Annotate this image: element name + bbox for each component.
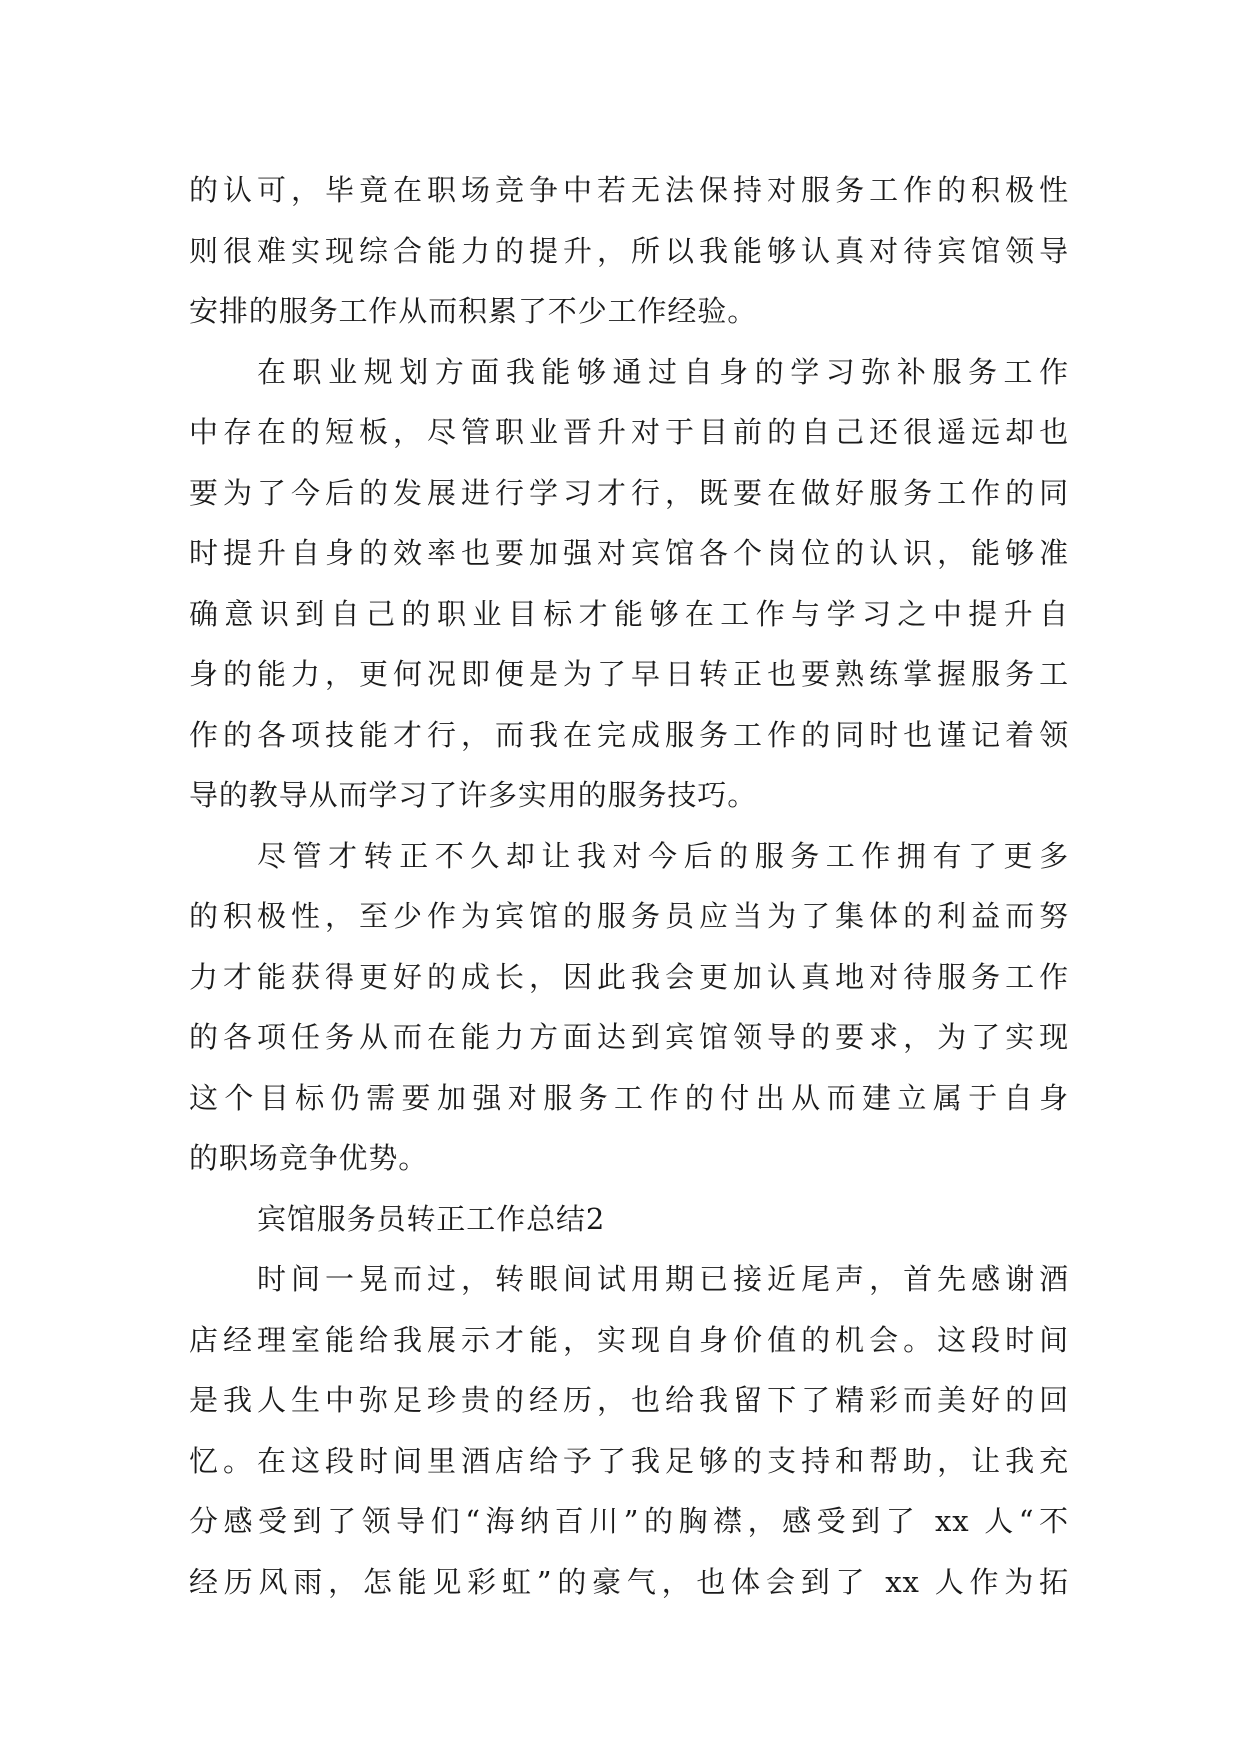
text-line: 店经理室能给我展示才能，实现自身价值的机会。这段时间 — [189, 1322, 1069, 1357]
text-line: 的认可，毕竟在职场竞争中若无法保持对服务工作的积极性 — [189, 173, 1069, 207]
text-line: 的职场竞争优势。 — [189, 1141, 429, 1175]
text-line: 在职业规划方面我能够通过自身的学习弥补服务工作 — [257, 354, 1069, 389]
text-line: 经历风雨，怎能见彩虹”的豪气，也体会到了 xx 人作为拓 — [189, 1564, 1069, 1599]
text-line: 宾馆服务员转正工作总结2 — [257, 1201, 606, 1236]
text-line: 要为了今后的发展进行学习才行，既要在做好服务工作的同 — [189, 475, 1069, 510]
text-line: 导的教导从而学习了许多实用的服务技巧。 — [189, 778, 758, 812]
text-line: 中存在的短板，尽管职业晋升对于目前的自己还很遥远却也 — [189, 415, 1069, 449]
text-line: 的积极性，至少作为宾馆的服务员应当为了集体的利益而努 — [189, 899, 1069, 933]
text-line: 确意识到自己的职业目标才能够在工作与学习之中提升自 — [189, 596, 1069, 631]
text-line: 时提升自身的效率也要加强对宾馆各个岗位的认识，能够准 — [189, 536, 1069, 570]
text-line: 则很难实现综合能力的提升，所以我能够认真对待宾馆领导 — [189, 233, 1069, 268]
text-line: 是我人生中弥足珍贵的经历，也给我留下了精彩而美好的回 — [189, 1383, 1069, 1417]
text-line: 的各项任务从而在能力方面达到宾馆领导的要求，为了实现 — [189, 1020, 1069, 1054]
text-line: 尽管才转正不久却让我对今后的服务工作拥有了更多 — [257, 838, 1069, 873]
text-line: 身的能力，更何况即便是为了早日转正也要熟练掌握服务工 — [189, 657, 1069, 691]
document-body — [189, 160, 1069, 1612]
text-line: 分感受到了领导们“海纳百川”的胸襟，感受到了 xx 人“不 — [189, 1504, 1069, 1538]
text-line: 这个目标仍需要加强对服务工作的付出从而建立属于自身 — [189, 1080, 1069, 1115]
text-line: 忆。在这段时间里酒店给予了我足够的支持和帮助，让我充 — [189, 1443, 1069, 1478]
text-line: 时间一晃而过，转眼间试用期已接近尾声，首先感谢酒 — [257, 1262, 1069, 1296]
text-line: 力才能获得更好的成长，因此我会更加认真地对待服务工作 — [189, 959, 1069, 994]
text-line: 作的各项技能才行，而我在完成服务工作的同时也谨记着领 — [189, 717, 1069, 752]
text-line: 安排的服务工作从而积累了不少工作经验。 — [189, 294, 758, 328]
